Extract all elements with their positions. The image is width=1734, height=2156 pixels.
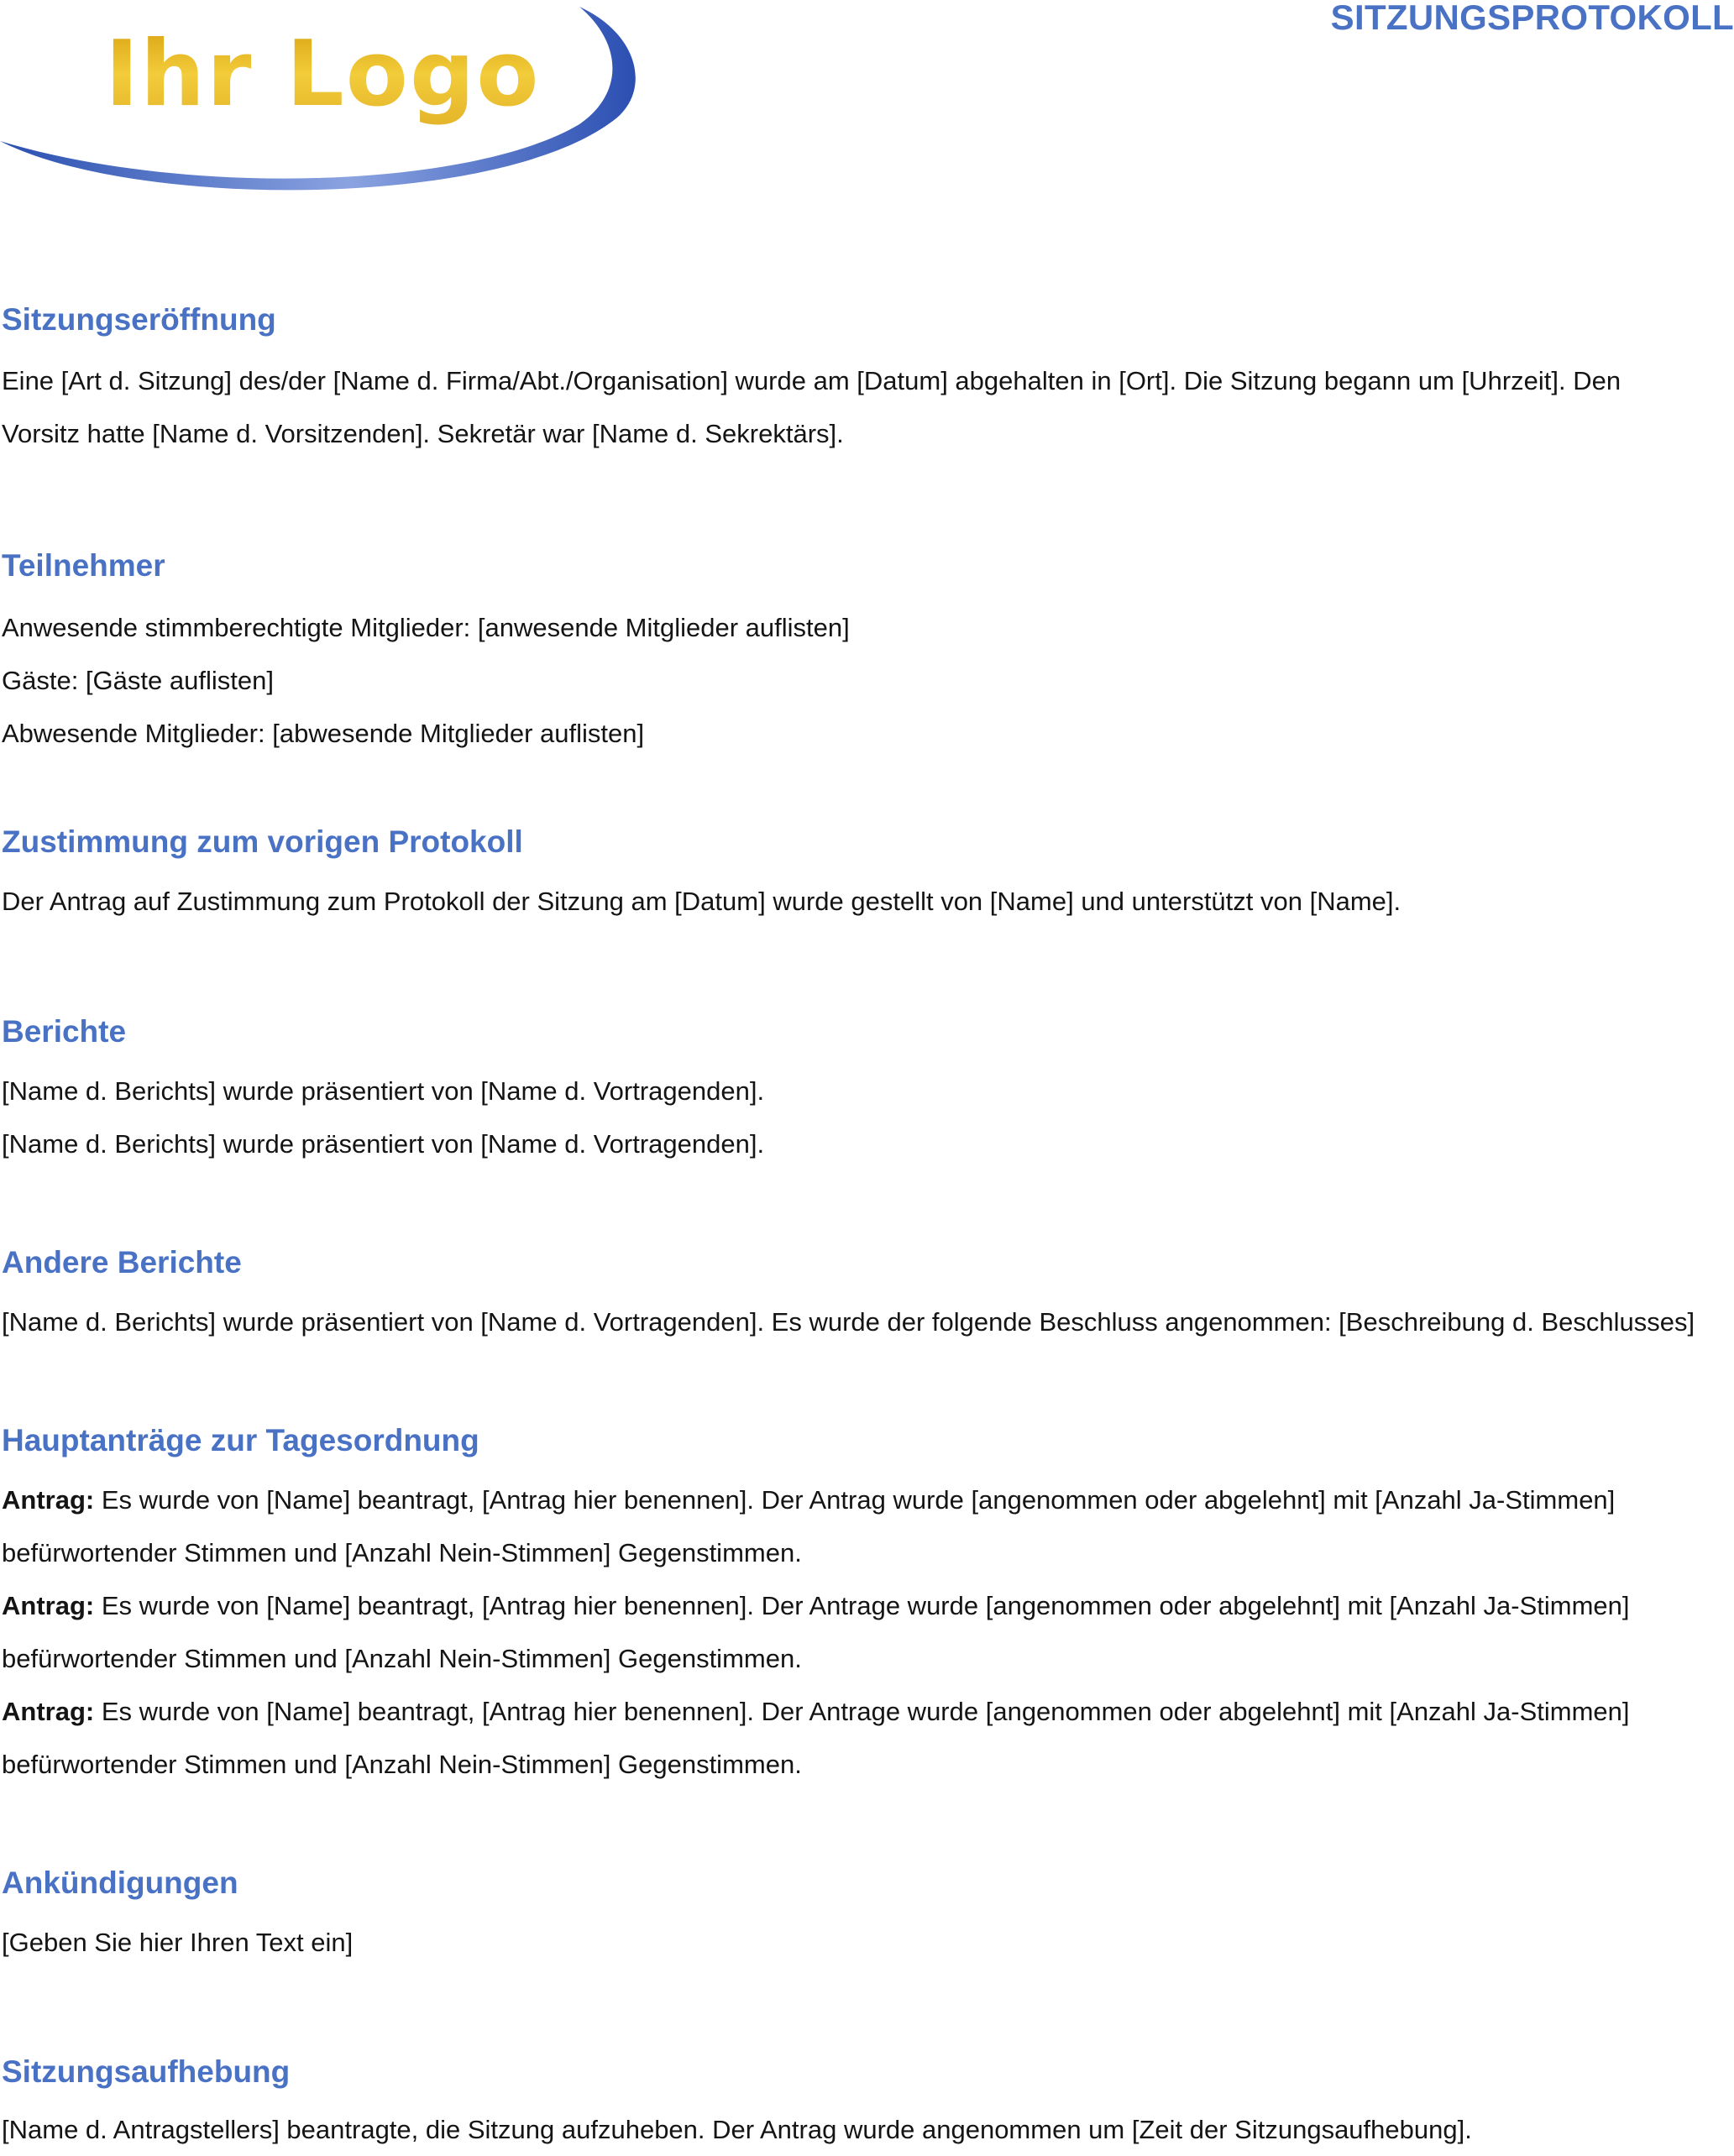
section-title-participants: Teilnehmer (2, 548, 165, 583)
opening-text-line-2: Vorsitz hatte [Name d. Vorsitzenden]. Sekretär war [Name d. Sekrektärs]. (2, 419, 844, 448)
motion-label: Antrag: (2, 1485, 95, 1515)
report-item: [Name d. Berichts] wurde präsentiert von [Name d. Vortragenden]. (2, 1076, 765, 1106)
motion-2-line-2: befürwortender Stimmen und [Anzahl Nein-Stimmen] Gegenstimmen. (2, 1644, 802, 1673)
participants-present: Anwesende stimmberechtigte Mitglieder: [anwesende Mitglieder auflisten] (2, 613, 850, 642)
motion-1-line-2: befürwortender Stimmen und [Anzahl Nein-Stimmen] Gegenstimmen. (2, 1538, 802, 1567)
approval-text: Der Antrag auf Zustimmung zum Protokoll der Sitzung am [Datum] wurde gestellt von [Name] und unterstützt von [Name]. (2, 887, 1401, 916)
section-title-announcements: Ankündigungen (2, 1866, 238, 1900)
section-title-adjournment: Sitzungsaufhebung (2, 2054, 291, 2089)
motion-1-text: Es wurde von [Name] beantragt, [Antrag hier benennen]. Der Antrag wurde [angenommen oder abgelehnt] mit [Anzahl Ja-Stimmen] (94, 1485, 1616, 1515)
section-title-motions: Hauptanträge zur Tagesordnung (2, 1423, 479, 1457)
opening-text-line-1: Eine [Art d. Sitzung] des/der [Name d. Firma/Abt./Organisation] wurde am [Datum] abgehalten in [Ort]. Die Sitzung begann um [Uhrzeit]. Den (2, 366, 1621, 395)
participants-guests: Gäste: [Gäste auflisten] (2, 666, 274, 695)
motion-label: Antrag: (2, 1697, 95, 1726)
adjournment-text: [Name d. Antragstellers] beantragte, die Sitzung aufzuheben. Der Antrag wurde angenommen um [Zeit der Sitzungsaufhebung]. (2, 2115, 1472, 2144)
company-logo (0, 0, 638, 210)
document-title: SITZUNGSPROTOKOLL (1330, 0, 1734, 37)
section-title-other-reports: Andere Berichte (2, 1245, 242, 1279)
other-reports-text: [Name d. Berichts] wurde präsentiert von [Name d. Vortragenden]. Es wurde der folgende Beschluss angenommen: [Beschreibung d. Beschlusses] (2, 1307, 1695, 1337)
participants-absent: Abwesende Mitglieder: [abwesende Mitglieder auflisten] (2, 719, 645, 748)
motion-label: Antrag: (2, 1591, 95, 1620)
logo-text: Ihr Logo (105, 22, 541, 127)
section-title-reports: Berichte (2, 1014, 127, 1049)
section-title-approval: Zustimmung zum vorigen Protokoll (2, 824, 523, 859)
motion-3-line-1 (2, 1685, 1715, 1738)
report-item: [Name d. Berichts] wurde präsentiert von [Name d. Vortragenden]. (2, 1129, 765, 1159)
announcements-text: [Geben Sie hier Ihren Text ein] (2, 1928, 354, 1957)
motion-3-line-2: befürwortender Stimmen und [Anzahl Nein-Stimmen] Gegenstimmen. (2, 1750, 802, 1779)
motion-1-line-1 (2, 1473, 1715, 1526)
motion-2-line-1 (2, 1579, 1715, 1632)
section-title-opening: Sitzungseröffnung (2, 302, 276, 337)
motion-3-text: Es wurde von [Name] beantragt, [Antrag hier benennen]. Der Antrage wurde [angenommen oder abgelehnt] mit [Anzahl Ja-Stimmen] (94, 1697, 1630, 1726)
motion-2-text: Es wurde von [Name] beantragt, [Antrag hier benennen]. Der Antrage wurde [angenommen oder abgelehnt] mit [Anzahl Ja-Stimmen] (94, 1591, 1630, 1620)
